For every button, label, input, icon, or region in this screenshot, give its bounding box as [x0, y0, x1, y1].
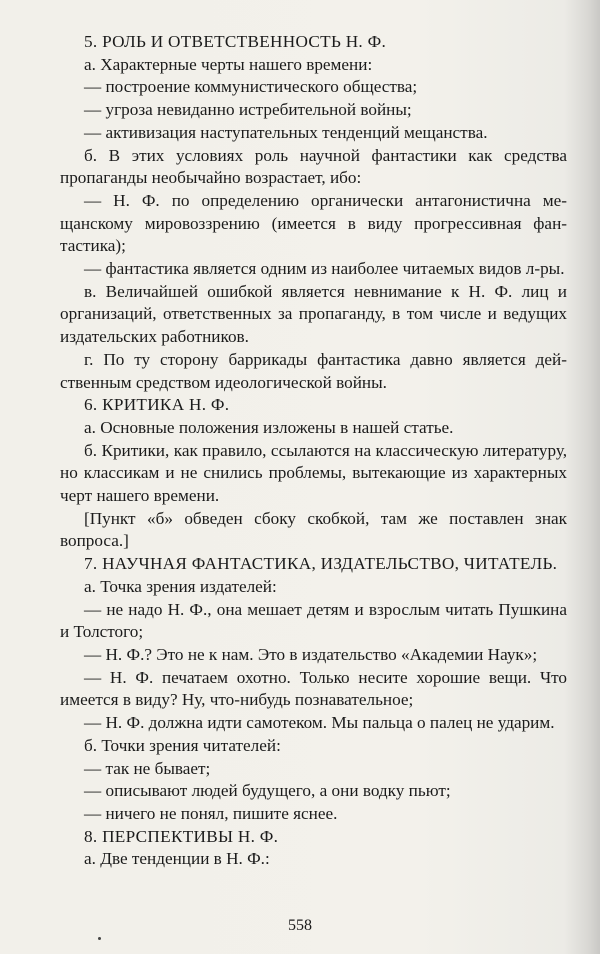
list-item: — Н. Ф.? Это не к нам. Это в издательство «Академии Наук»;	[84, 644, 538, 664]
list-item: — описывают людей будущего, а они водку пьют;	[84, 781, 451, 801]
list-item: — активизация наступательных тенденций мещанства.	[84, 122, 488, 142]
list-item: — ничего не понял, пишите яснее.	[84, 803, 338, 823]
list-item: — фантастика является одним из наиболее читаемых видов л-ры.	[84, 259, 565, 279]
paragraph: г. По ту сторону баррикады фантастика давно является действенным средством идеологической войны.	[60, 349, 567, 392]
section-heading-8: 8. ПЕРСПЕКТИВЫ Н. Ф.	[84, 826, 279, 846]
list-item: — так не бывает;	[84, 758, 211, 778]
page-number: 558	[288, 917, 312, 934]
list-item: — Н. Ф. печатаем охотно. Только несите хорошие вещи. Что имеется в виду? Ну, что-нибудь познавательное;	[60, 667, 567, 710]
list-item: — не надо Н. Ф., она мешает детям и взрослым читать Пушкина и Толстого;	[60, 599, 567, 642]
paragraph: б. Критики, как правило, ссылаются на классическую литературу, но классикам и не снились проблемы, вытекающие из характерных черт нашего времени.	[60, 440, 567, 506]
paragraph: в. Величайшей ошибкой является невнимание к Н. Ф. лиц и организаций, ответственных за пропаганду, в том числе и ведущих издательских работников.	[60, 281, 567, 347]
paragraph: а. Две тенденции в Н. Ф.:	[84, 849, 270, 869]
paragraph: а. Точка зрения издателей:	[84, 576, 277, 596]
section-heading-5: 5. РОЛЬ И ОТВЕТСТВЕННОСТЬ Н. Ф.	[84, 32, 387, 51]
body-text	[60, 31, 567, 871]
list-item: — Н. Ф. по определению органически антагонистична мещанскому мировоззрению (имеется в виду прогрессивная фантастика);	[60, 190, 567, 256]
list-item: — угроза невиданно истребительной войны;	[84, 100, 412, 120]
list-item: — Н. Ф. должна идти самотеком. Мы пальца о палец не ударим.	[84, 713, 555, 733]
editorial-note: [Пункт «б» обведен сбоку скобкой, там же поставлен знак вопроса.]	[60, 508, 567, 551]
list-item: — построение коммунистического общества;	[84, 77, 418, 97]
paragraph: а. Основные положения изложены в нашей статье.	[84, 417, 454, 437]
paragraph: б. В этих условиях роль научной фантастики как средства пропаганды необычайно возрастает, ибо:	[60, 145, 567, 188]
section-heading-7: 7. НАУЧНАЯ ФАНТАСТИКА, ИЗДАТЕЛЬСТВО, ЧИТАТЕЛЬ.	[84, 554, 558, 574]
paragraph: б. Точки зрения читателей:	[84, 735, 281, 755]
print-speck	[98, 937, 101, 940]
paragraph: а. Характерные черты нашего времени:	[84, 54, 373, 74]
section-heading-6: 6. КРИТИКА Н. Ф.	[84, 395, 230, 415]
